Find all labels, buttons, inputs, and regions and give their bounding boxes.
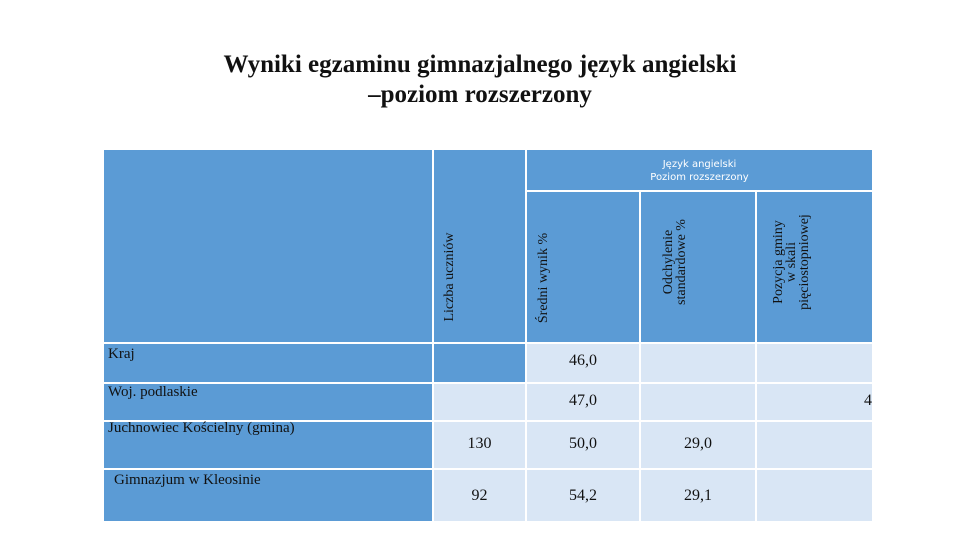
mean-value: 47,0 xyxy=(569,392,597,409)
stddev-header-cell xyxy=(641,192,755,342)
position-header xyxy=(772,187,812,337)
stddev-cell xyxy=(641,384,755,420)
page-title xyxy=(0,50,960,110)
stddev-header-line-2: standardowe % xyxy=(674,219,689,305)
stddev-cell xyxy=(641,344,755,382)
corner-header-cell xyxy=(104,150,432,342)
row-label-cell xyxy=(104,344,432,382)
stddev-value: 29,0 xyxy=(684,435,712,452)
row-label-woj: Woj. podlaskie xyxy=(108,384,198,400)
row-label-school: Gimnazjum w Kleosinie xyxy=(114,472,261,488)
group-header xyxy=(527,158,872,184)
students-cell xyxy=(434,384,525,420)
students-value: 130 xyxy=(467,435,492,452)
title-line-2: –poziom rozszerzony xyxy=(368,81,592,108)
position-header-line-2: w skali xyxy=(784,241,799,283)
stddev-header-line-1: Odchylenie xyxy=(661,229,676,295)
mean-header: Średni wynik % xyxy=(536,232,551,324)
students-cell xyxy=(434,344,525,382)
students-value: 92 xyxy=(471,487,488,504)
position-header-line-1: Pozycja gminy xyxy=(771,220,786,304)
stddev-value: 29,1 xyxy=(684,487,712,504)
row-label-kraj: Kraj xyxy=(108,346,135,362)
position-value: 4 xyxy=(864,392,872,409)
mean-value: 46,0 xyxy=(569,352,597,369)
position-cell xyxy=(757,344,872,382)
position-cell xyxy=(757,470,872,521)
mean-value: 54,2 xyxy=(569,487,597,504)
group-header-line-2: Poziom rozszerzony xyxy=(650,172,749,183)
group-header-line-1: Język angielski xyxy=(662,159,737,170)
position-cell xyxy=(757,422,872,468)
students-header: Liczba uczniów xyxy=(442,232,457,322)
mean-value: 50,0 xyxy=(569,435,597,452)
stddev-header xyxy=(662,192,690,332)
title-line-1: Wyniki egzaminu gimnazjalnego język angielski xyxy=(223,51,737,78)
position-header-line-3: pięciostopniowej xyxy=(797,214,812,310)
row-label-gmina: Juchnowiec Kościelny (gmina) xyxy=(108,420,295,436)
